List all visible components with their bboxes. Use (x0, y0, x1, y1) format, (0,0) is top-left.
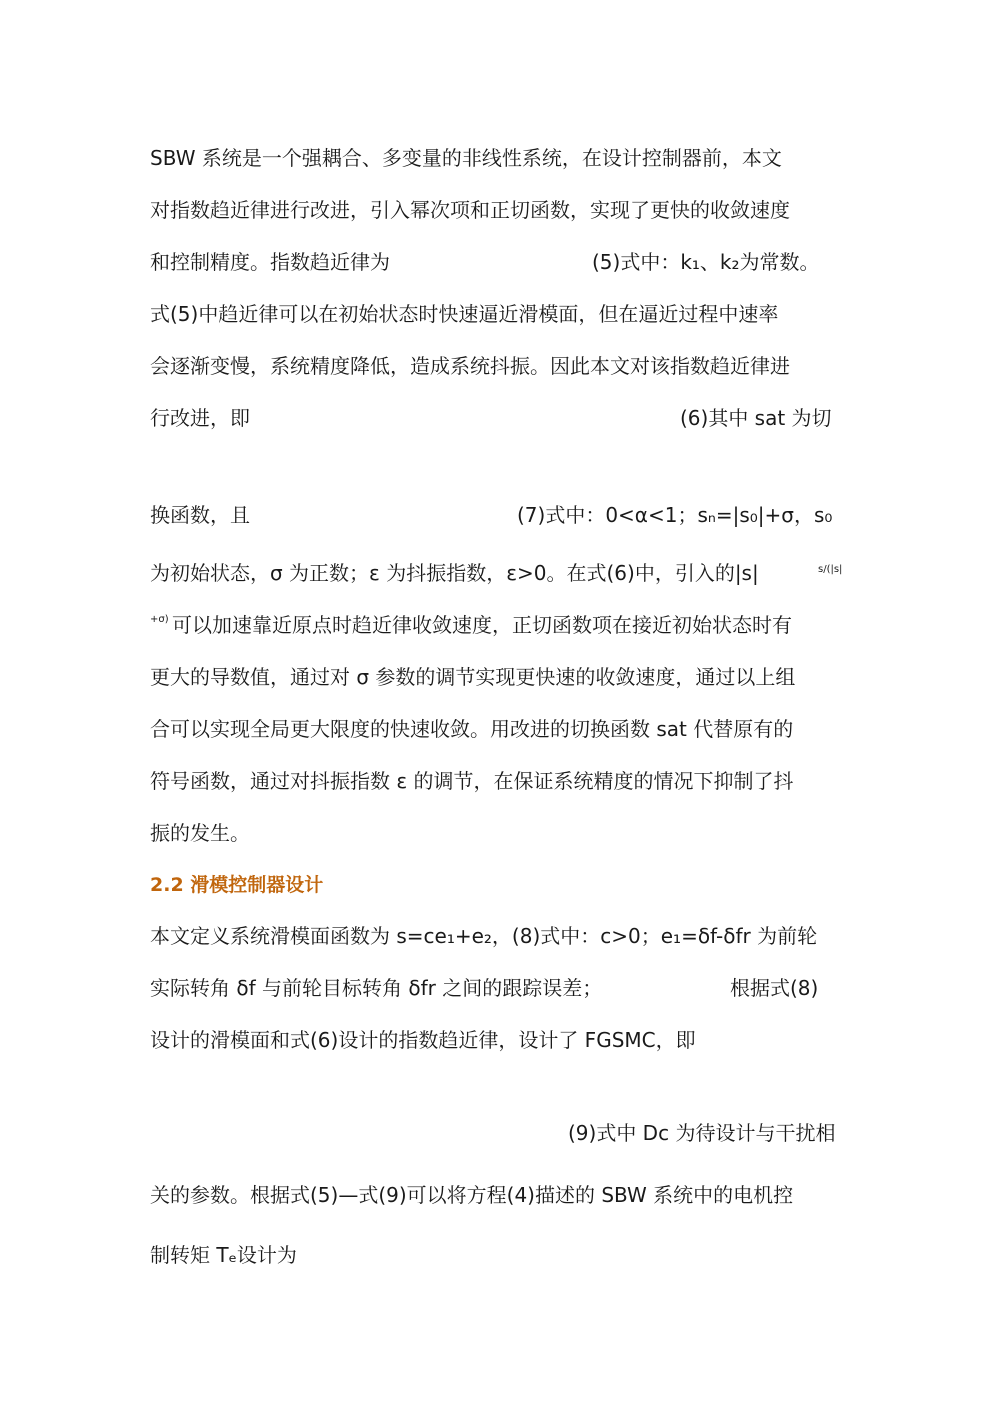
section-heading: 2.2 滑模控制器设计 (150, 874, 324, 896)
text-line-17: (9)式中 Dc 为待设计与干扰相 (568, 1121, 836, 1145)
text-line-1: SBW 系统是一个强耦合、多变量的非线性系统，在设计控制器前，本文 (150, 146, 782, 170)
text-line-2: 对指数趋近律进行改进，引入幂次项和正切函数，实现了更快的收敛速度 (150, 198, 790, 222)
text-line-6: 行改进，即 (150, 406, 250, 430)
text-line-9: 可以加速靠近原点时趋近律收敛速度，正切函数项在接近初始状态时有 (172, 613, 792, 637)
text-line-3: 和控制精度。指数趋近律为 (150, 250, 390, 274)
text-line-8: 为初始状态，σ 为正数；ε 为抖振指数，ε>0。在式(6)中，引入的|s| (150, 561, 759, 585)
text-line-3-right: (5)式中：k₁、k₂为常数。 (592, 250, 820, 274)
text-line-10: 更大的导数值，通过对 σ 参数的调节实现更快速的收敛速度，通过以上组 (150, 665, 796, 689)
text-line-11: 合可以实现全局更大限度的快速收敛。用改进的切换函数 sat 代替原有的 (150, 717, 794, 741)
text-line-15-right: 根据式(8) (730, 976, 819, 1000)
text-line-15: 实际转角 δf 与前轮目标转角 δfr 之间的跟踪误差； (150, 976, 603, 1000)
text-line-13: 振的发生。 (150, 821, 250, 845)
exponent-fragment-1: s/(|s| (818, 564, 843, 575)
text-line-4: 式(5)中趋近律可以在初始状态时快速逼近滑模面，但在逼近过程中速率 (150, 302, 779, 326)
text-line-7-right: (7)式中：0<α<1；sₙ=|s₀|+σ，s₀ (517, 503, 833, 527)
text-line-16: 设计的滑模面和式(6)设计的指数趋近律，设计了 FGSMC，即 (150, 1028, 696, 1052)
text-line-19: 制转矩 Tₑ设计为 (150, 1243, 297, 1267)
text-line-12: 符号函数，通过对抖振指数 ε 的调节，在保证系统精度的情况下抑制了抖 (150, 769, 794, 793)
text-line-5: 会逐渐变慢，系统精度降低，造成系统抖振。因此本文对该指数趋近律进 (150, 354, 790, 378)
text-line-6-right: (6)其中 sat 为切 (680, 406, 832, 430)
exponent-fragment-2: +σ) (150, 614, 169, 625)
text-line-7: 换函数，且 (150, 503, 250, 527)
text-line-14: 本文定义系统滑模面函数为 s=ce₁+e₂，(8)式中：c>0；e₁=δf-δfr 为前轮 (150, 924, 818, 948)
text-line-18: 关的参数。根据式(5)—式(9)可以将方程(4)描述的 SBW 系统中的电机控 (150, 1183, 794, 1207)
